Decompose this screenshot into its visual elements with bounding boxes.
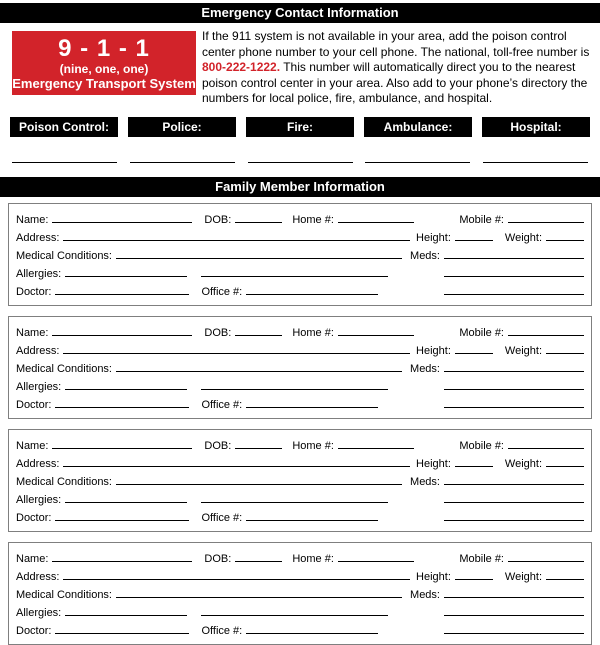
meds-continuation-line-2[interactable] bbox=[444, 282, 584, 295]
allergies-line[interactable] bbox=[65, 603, 187, 616]
911-number: 9 - 1 - 1 bbox=[58, 34, 150, 62]
member-row-3 bbox=[16, 585, 584, 603]
address-label: Address: bbox=[16, 457, 60, 470]
mobile-phone-line[interactable] bbox=[508, 436, 584, 449]
allergies-label: Allergies: bbox=[16, 493, 62, 506]
address-label: Address: bbox=[16, 231, 60, 244]
meds-line[interactable] bbox=[444, 246, 584, 259]
family-member-card bbox=[8, 316, 592, 419]
allergies-continuation-line[interactable] bbox=[201, 264, 388, 277]
address-label: Address: bbox=[16, 344, 60, 357]
member-row-1 bbox=[16, 323, 584, 341]
member-row-2 bbox=[16, 228, 584, 246]
office-phone-line[interactable] bbox=[246, 621, 378, 634]
home-phone-label: Home #: bbox=[292, 213, 334, 226]
meds-line[interactable] bbox=[444, 359, 584, 372]
name-label: Name: bbox=[16, 552, 49, 565]
mobile-phone-label: Mobile #: bbox=[459, 439, 504, 452]
weight-label: Weight: bbox=[504, 231, 542, 244]
fire-phone-line[interactable] bbox=[248, 161, 353, 163]
police-phone-line[interactable] bbox=[130, 161, 235, 163]
meds-continuation-line-2[interactable] bbox=[444, 508, 584, 521]
contact-label-text: Police: bbox=[162, 119, 202, 134]
medical-conditions-line[interactable] bbox=[116, 585, 402, 598]
member-row-1 bbox=[16, 210, 584, 228]
contact-label-text: Fire: bbox=[286, 119, 313, 134]
ambulance-phone-line[interactable] bbox=[365, 161, 470, 163]
height-label: Height: bbox=[416, 344, 451, 357]
medical-conditions-label: Medical Conditions: bbox=[16, 588, 112, 601]
hospital-phone-line[interactable] bbox=[483, 161, 588, 163]
doctor-line[interactable] bbox=[55, 621, 189, 634]
height-line[interactable] bbox=[455, 454, 493, 467]
office-phone-label: Office #: bbox=[201, 398, 243, 411]
member-row-5 bbox=[16, 395, 584, 413]
dob-line[interactable] bbox=[235, 549, 282, 562]
meds-continuation-line-1[interactable] bbox=[444, 377, 584, 390]
family-member-card bbox=[8, 542, 592, 645]
meds-continuation-line-2[interactable] bbox=[444, 621, 584, 634]
home-phone-label: Home #: bbox=[292, 439, 334, 452]
office-phone-label: Office #: bbox=[201, 285, 243, 298]
member-row-5 bbox=[16, 508, 584, 526]
address-line[interactable] bbox=[63, 454, 410, 467]
allergies-label: Allergies: bbox=[16, 606, 62, 619]
member-row-3 bbox=[16, 246, 584, 264]
meds-line[interactable] bbox=[444, 472, 584, 485]
address-label: Address: bbox=[16, 570, 60, 583]
member-row-1 bbox=[16, 436, 584, 454]
height-line[interactable] bbox=[455, 341, 493, 354]
dob-line[interactable] bbox=[235, 436, 282, 449]
name-label: Name: bbox=[16, 213, 49, 226]
allergies-label: Allergies: bbox=[16, 267, 62, 280]
address-line[interactable] bbox=[63, 341, 410, 354]
poison-control-phone-line[interactable] bbox=[12, 161, 117, 163]
contact-label-police bbox=[128, 117, 236, 137]
poison-control-phone-number: 800-222-1222. bbox=[202, 60, 281, 74]
section-header-family bbox=[0, 177, 600, 197]
office-phone-line[interactable] bbox=[246, 282, 378, 295]
height-label: Height: bbox=[416, 457, 451, 470]
intro-text-before: If the 911 system is not available in your area, add the poison control center phone number to your cell phone. The national, toll-free number is bbox=[202, 29, 590, 59]
mobile-phone-line[interactable] bbox=[508, 323, 584, 336]
member-row-5 bbox=[16, 282, 584, 300]
weight-label: Weight: bbox=[504, 344, 542, 357]
member-row-3 bbox=[16, 359, 584, 377]
medical-conditions-label: Medical Conditions: bbox=[16, 475, 112, 488]
intro-section bbox=[0, 23, 600, 107]
weight-label: Weight: bbox=[504, 457, 542, 470]
doctor-line[interactable] bbox=[55, 395, 189, 408]
doctor-label: Doctor: bbox=[16, 624, 52, 637]
meds-continuation-line-1[interactable] bbox=[444, 603, 584, 616]
contact-label-ambulance bbox=[364, 117, 472, 137]
mobile-phone-label: Mobile #: bbox=[459, 213, 504, 226]
member-row-2 bbox=[16, 454, 584, 472]
meds-label: Meds: bbox=[410, 362, 440, 375]
member-row-2 bbox=[16, 567, 584, 585]
section-header-emergency bbox=[0, 3, 600, 23]
allergies-label: Allergies: bbox=[16, 380, 62, 393]
name-line[interactable] bbox=[52, 436, 192, 449]
weight-line[interactable] bbox=[546, 567, 584, 580]
height-line[interactable] bbox=[455, 567, 493, 580]
meds-line[interactable] bbox=[444, 585, 584, 598]
911-system-label: Emergency Transport System bbox=[12, 75, 196, 91]
mobile-phone-line[interactable] bbox=[508, 210, 584, 223]
allergies-line[interactable] bbox=[65, 264, 187, 277]
medical-conditions-line[interactable] bbox=[116, 472, 402, 485]
member-row-2 bbox=[16, 341, 584, 359]
name-line[interactable] bbox=[52, 549, 192, 562]
family-members-list bbox=[0, 203, 600, 645]
mobile-phone-label: Mobile #: bbox=[459, 326, 504, 339]
weight-label: Weight: bbox=[504, 570, 542, 583]
dob-label: DOB: bbox=[204, 213, 232, 226]
family-member-card bbox=[8, 429, 592, 532]
meds-continuation-line-1[interactable] bbox=[444, 490, 584, 503]
medical-conditions-label: Medical Conditions: bbox=[16, 362, 112, 375]
address-line[interactable] bbox=[63, 228, 410, 241]
intro-paragraph bbox=[202, 29, 592, 107]
doctor-label: Doctor: bbox=[16, 285, 52, 298]
meds-continuation-line-2[interactable] bbox=[444, 395, 584, 408]
name-line[interactable] bbox=[52, 210, 192, 223]
name-line[interactable] bbox=[52, 323, 192, 336]
address-line[interactable] bbox=[63, 567, 410, 580]
height-label: Height: bbox=[416, 231, 451, 244]
home-phone-line[interactable] bbox=[338, 210, 414, 223]
contact-label-fire bbox=[246, 117, 354, 137]
emergency-911-box bbox=[12, 31, 196, 95]
section-title-emergency: Emergency Contact Information bbox=[201, 5, 399, 20]
contact-label-hospital bbox=[482, 117, 590, 137]
home-phone-label: Home #: bbox=[292, 552, 334, 565]
meds-label: Meds: bbox=[410, 249, 440, 262]
contact-label-poison-control bbox=[10, 117, 118, 137]
meds-continuation-line-1[interactable] bbox=[444, 264, 584, 277]
home-phone-line[interactable] bbox=[338, 323, 414, 336]
name-label: Name: bbox=[16, 439, 49, 452]
dob-line[interactable] bbox=[235, 210, 282, 223]
section-title-family: Family Member Information bbox=[215, 178, 385, 194]
member-row-4 bbox=[16, 377, 584, 395]
doctor-line[interactable] bbox=[55, 282, 189, 295]
home-phone-line[interactable] bbox=[338, 436, 414, 449]
allergies-line[interactable] bbox=[65, 490, 187, 503]
contact-label-text: Ambulance: bbox=[383, 119, 453, 134]
meds-label: Meds: bbox=[410, 588, 440, 601]
dob-label: DOB: bbox=[204, 552, 232, 565]
mobile-phone-line[interactable] bbox=[508, 549, 584, 562]
contact-label-text: Poison Control: bbox=[19, 119, 109, 134]
office-phone-label: Office #: bbox=[201, 624, 243, 637]
member-row-4 bbox=[16, 264, 584, 282]
contact-labels-row bbox=[0, 117, 600, 137]
medical-conditions-line[interactable] bbox=[116, 246, 402, 259]
dob-label: DOB: bbox=[204, 439, 232, 452]
medical-conditions-label: Medical Conditions: bbox=[16, 249, 112, 262]
member-row-1 bbox=[16, 549, 584, 567]
allergies-continuation-line[interactable] bbox=[201, 377, 388, 390]
mobile-phone-label: Mobile #: bbox=[459, 552, 504, 565]
contact-label-text: Hospital: bbox=[510, 119, 562, 134]
weight-line[interactable] bbox=[546, 454, 584, 467]
member-row-3 bbox=[16, 472, 584, 490]
doctor-label: Doctor: bbox=[16, 398, 52, 411]
contact-phone-lines-row bbox=[0, 161, 600, 163]
allergies-line[interactable] bbox=[65, 377, 187, 390]
member-row-4 bbox=[16, 490, 584, 508]
office-phone-label: Office #: bbox=[201, 511, 243, 524]
allergies-continuation-line[interactable] bbox=[201, 603, 388, 616]
dob-line[interactable] bbox=[235, 323, 282, 336]
intro-text-after: This number will automatically direct you to the nearest poison control center in your area. Also add to your phone’s directory the numbers for local police, fire, ambulance, and hospital. bbox=[202, 60, 588, 105]
home-phone-label: Home #: bbox=[292, 326, 334, 339]
height-label: Height: bbox=[416, 570, 451, 583]
911-words: (nine, one, one) bbox=[59, 61, 149, 76]
family-member-card bbox=[8, 203, 592, 306]
weight-line[interactable] bbox=[546, 341, 584, 354]
height-line[interactable] bbox=[455, 228, 493, 241]
meds-label: Meds: bbox=[410, 475, 440, 488]
doctor-label: Doctor: bbox=[16, 511, 52, 524]
allergies-continuation-line[interactable] bbox=[201, 490, 388, 503]
office-phone-line[interactable] bbox=[246, 395, 378, 408]
dob-label: DOB: bbox=[204, 326, 232, 339]
name-label: Name: bbox=[16, 326, 49, 339]
home-phone-line[interactable] bbox=[338, 549, 414, 562]
medical-conditions-line[interactable] bbox=[116, 359, 402, 372]
member-row-5 bbox=[16, 621, 584, 639]
office-phone-line[interactable] bbox=[246, 508, 378, 521]
member-row-4 bbox=[16, 603, 584, 621]
doctor-line[interactable] bbox=[55, 508, 189, 521]
weight-line[interactable] bbox=[546, 228, 584, 241]
